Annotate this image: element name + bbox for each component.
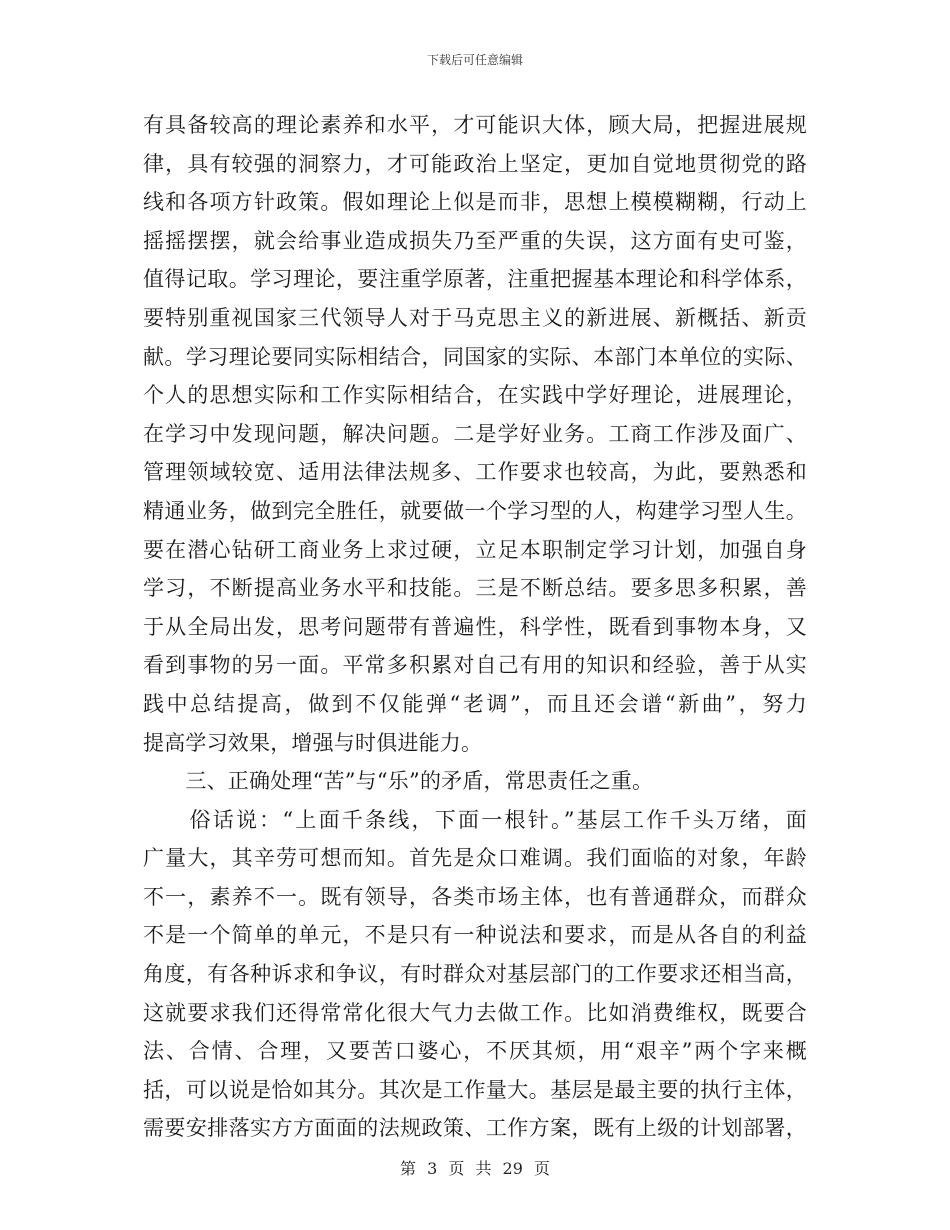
page-header: 下载后可任意编辑 [426,53,523,67]
text-line: 不是一个简单的单元，不是只有一种说法和要求，而是从各自的利益 [143,923,807,948]
text-line: 俗话说：“上面千条线，下面一根针。”基层工作千头万绪，面 [143,807,807,832]
text-line: 提高学习效果，增强与时俱进能力。 [143,730,483,755]
text-line: 广量大，其辛劳可想而知。首先是众口难调。我们面临的对象，年龄 [143,846,807,871]
text-line: 角度，有各种诉求和争议，有时群众对基层部门的工作要求还相当高， [143,962,807,987]
text-line: 要特别重视国家三代领导人对于马克思主义的新进展、新概括、新贡 [143,305,807,330]
text-line: 这就要求我们还得常常化很大气力去做工作。比如消费维权，既要合 [143,1000,807,1025]
text-line: 于从全局出发，思考问题带有普遍性，科学性，既看到事物本身，又 [143,614,807,639]
text-line: 值得记取。学习理论，要注重学原著，注重把握基本理论和科学体系， [143,267,807,292]
text-line: 践中总结提高，做到不仅能弹“老调”，而且还会谱“新曲”，努力 [143,691,807,716]
text-line: 三、正确处理“苦”与“乐”的矛盾，常思责任之重。 [143,769,654,794]
text-line: 管理领域较宽、适用法律法规多、工作要求也较高，为此，要熟悉和 [143,460,807,485]
text-line: 要在潜心钻研工商业务上求过硬，立足本职制定学习计划，加强自身 [143,537,807,562]
text-line: 学习，不断提高业务水平和技能。三是不断总结。要多思多积累，善 [143,576,807,601]
text-line: 个人的思想实际和工作实际相结合，在实践中学好理论，进展理论， [143,383,807,408]
text-line: 摇摇摆摆，就会给事业造成损失乃至严重的失误，这方面有史可鉴， [143,228,807,253]
text-line: 括，可以说是恰如其分。其次是工作量大。基层是最主要的执行主体， [143,1077,807,1102]
page-number-footer: 第 3 页 共 29 页 [400,1159,550,1178]
text-line: 有具备较高的理论素养和水平，才可能识大体，顾大局，把握进展规 [143,113,807,137]
text-line: 在学习中发现问题，解决问题。二是学好业务。工商工作涉及面广、 [143,421,807,446]
text-line: 不一，素养不一。既有领导，各类市场主体，也有普通群众，而群众 [143,884,807,909]
text-line: 线和各项方针政策。假如理论上似是而非，思想上模模糊糊，行动上 [143,190,807,215]
text-line: 看到事物的另一面。平常多积累对自己有用的知识和经验，善于从实 [143,653,807,678]
document-body [143,106,807,1148]
text-line: 需要安排落实方方面面的法规政策、工作方案，既有上级的计划部署， [143,1116,807,1141]
text-line: 法、合情、合理，又要苦口婆心，不厌其烦，用“艰辛”两个字来概 [143,1039,807,1064]
text-line: 精通业务，做到完全胜任，就要做一个学习型的人，构建学习型人生。 [143,498,807,523]
text-line: 献。学习理论要同实际相结合，同国家的实际、本部门本单位的实际、 [143,344,807,369]
text-line: 律，具有较强的洞察力，才可能政治上坚定，更加自觉地贯彻党的路 [143,151,807,176]
